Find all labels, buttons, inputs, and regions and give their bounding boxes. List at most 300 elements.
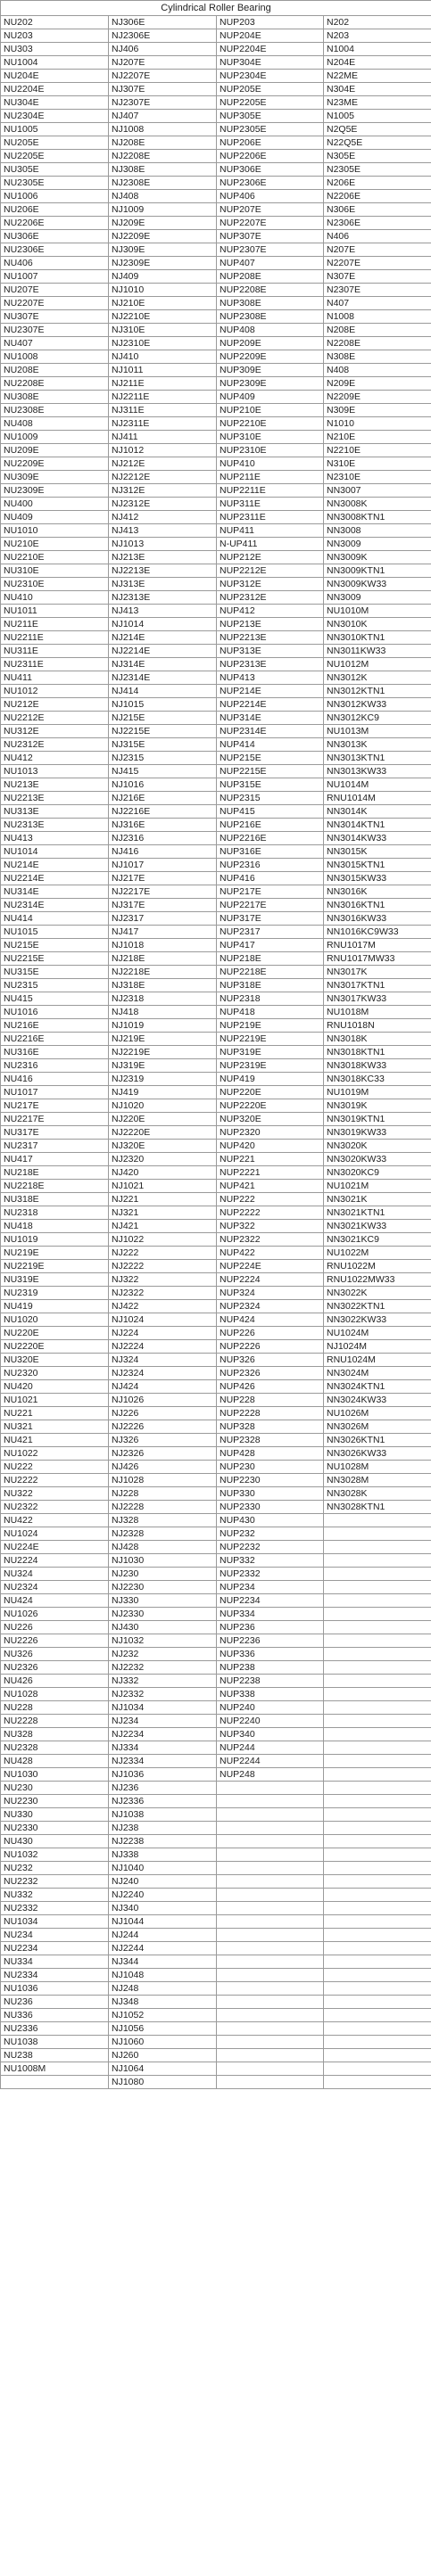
table-cell: NUP2216E xyxy=(217,832,324,845)
table-row xyxy=(1,1782,431,1795)
table-cell: NU2318 xyxy=(1,1206,109,1220)
table-cell: NUP2320 xyxy=(217,1126,324,1140)
table-cell: NUP2212E xyxy=(217,564,324,578)
table-cell: NUP222 xyxy=(217,1193,324,1206)
table-cell: NU230 xyxy=(1,1782,109,1795)
table-row xyxy=(1,364,431,377)
table-cell: N23ME xyxy=(324,96,431,110)
table-cell: NUP240 xyxy=(217,1701,324,1715)
table-cell: NUP2218E xyxy=(217,966,324,979)
table-cell: NU213E xyxy=(1,778,109,792)
table-cell: NJ2322 xyxy=(109,1287,217,1300)
table-row xyxy=(1,1942,431,1955)
table-cell: NJ1017 xyxy=(109,859,217,872)
table-cell: NU2232 xyxy=(1,1875,109,1889)
table-cell: NN3013KTN1 xyxy=(324,752,431,765)
table-cell: NJ2244 xyxy=(109,1942,217,1955)
table-cell: NJ2330 xyxy=(109,1608,217,1621)
table-row xyxy=(1,1019,431,1033)
table-cell xyxy=(324,1688,431,1701)
table-row xyxy=(1,1661,431,1675)
table-cell: NUP209E xyxy=(217,337,324,350)
table-cell: NJ224 xyxy=(109,1327,217,1340)
table-cell: NU424 xyxy=(1,1594,109,1608)
table-cell: N310E xyxy=(324,457,431,471)
table-cell: NJ217E xyxy=(109,872,217,885)
table-cell: NJ338 xyxy=(109,1848,217,1862)
table-cell: NUP2240 xyxy=(217,1715,324,1728)
table-row xyxy=(1,2076,431,2089)
table-cell: NJ218E xyxy=(109,952,217,966)
table-cell: NJ2324 xyxy=(109,1367,217,1380)
table-cell xyxy=(324,1608,431,1621)
table-cell: NJ1026 xyxy=(109,1394,217,1407)
table-cell: NJ208E xyxy=(109,136,217,150)
table-cell: NUP2219E xyxy=(217,1033,324,1046)
table-cell: NUP2213E xyxy=(217,631,324,645)
table-cell: NJ2307E xyxy=(109,96,217,110)
table-cell: NUP340 xyxy=(217,1728,324,1741)
table-cell: NU209E xyxy=(1,444,109,457)
table-cell: NN3026KTN1 xyxy=(324,1434,431,1447)
table-row xyxy=(1,257,431,270)
table-cell: N-UP411 xyxy=(217,538,324,551)
table-cell: NU314E xyxy=(1,885,109,899)
table-cell: NU1021M xyxy=(324,1180,431,1193)
table-cell: N2305E xyxy=(324,163,431,177)
table-row xyxy=(1,457,431,471)
table-cell: NU219E xyxy=(1,1247,109,1260)
table-row xyxy=(1,885,431,899)
table-cell: N203 xyxy=(324,29,431,43)
table-cell: NJ309E xyxy=(109,243,217,257)
table-cell: NN3021KW33 xyxy=(324,1220,431,1233)
table-cell: NJ2213E xyxy=(109,564,217,578)
table-cell: NU417 xyxy=(1,1153,109,1166)
table-cell: NJ2219E xyxy=(109,1046,217,1059)
table-cell: NU2330 xyxy=(1,1822,109,1835)
table-cell: NUP430 xyxy=(217,1514,324,1527)
table-row xyxy=(1,524,431,538)
table-row xyxy=(1,966,431,979)
table-row xyxy=(1,1848,431,1862)
table-cell: NU2208E xyxy=(1,377,109,391)
table-cell: NN3016KTN1 xyxy=(324,899,431,912)
table-cell: NUP315E xyxy=(217,778,324,792)
table-cell: NU304E xyxy=(1,96,109,110)
table-row xyxy=(1,1982,431,1996)
table-row xyxy=(1,1728,431,1741)
table-cell: NJ1019 xyxy=(109,1019,217,1033)
table-row xyxy=(1,1046,431,1059)
table-cell: NU1024 xyxy=(1,1527,109,1541)
table-row xyxy=(1,631,431,645)
table-row xyxy=(1,1621,431,1634)
table-cell: NJ2216E xyxy=(109,805,217,819)
table-cell: NN3012KTN1 xyxy=(324,685,431,698)
table-row xyxy=(1,1487,431,1501)
table-row xyxy=(1,1461,431,1474)
table-cell: NU406 xyxy=(1,257,109,270)
table-cell: NU411 xyxy=(1,671,109,685)
table-cell: NJ1010 xyxy=(109,284,217,297)
table-cell: NU2218E xyxy=(1,1180,109,1193)
table-cell: NU2213E xyxy=(1,792,109,805)
table-row xyxy=(1,1822,431,1835)
table-row xyxy=(1,1113,431,1126)
table-cell: NU309E xyxy=(1,471,109,484)
table-row xyxy=(1,16,431,29)
table-cell: N1005 xyxy=(324,110,431,123)
table-cell: NU226 xyxy=(1,1621,109,1634)
table-cell: NN3022KTN1 xyxy=(324,1300,431,1313)
table-cell xyxy=(324,1661,431,1675)
table-row xyxy=(1,1180,431,1193)
table-cell: NJ2208E xyxy=(109,150,217,163)
table-cell: N2208E xyxy=(324,337,431,350)
table-row xyxy=(1,484,431,498)
table-cell xyxy=(324,2036,431,2049)
table-row xyxy=(1,1862,431,1875)
table-cell: NU332 xyxy=(1,1889,109,1902)
table-row xyxy=(1,1568,431,1581)
table-row xyxy=(1,1206,431,1220)
table-cell: NJ2226 xyxy=(109,1420,217,1434)
table-cell: NN3028KTN1 xyxy=(324,1501,431,1514)
table-row xyxy=(1,337,431,350)
table-cell: NJ1013 xyxy=(109,538,217,551)
table-cell: NJ228 xyxy=(109,1487,217,1501)
table-cell: N207E xyxy=(324,243,431,257)
table-cell: NN3026M xyxy=(324,1420,431,1434)
table-cell: NU420 xyxy=(1,1380,109,1394)
table-row xyxy=(1,96,431,110)
table-cell: NN3019K xyxy=(324,1099,431,1113)
table-cell: NJ420 xyxy=(109,1166,217,1180)
table-row xyxy=(1,1394,431,1407)
table-row xyxy=(1,1273,431,1287)
table-cell: NN3009KW33 xyxy=(324,578,431,591)
table-cell: NN3018KW33 xyxy=(324,1059,431,1073)
table-cell: NUP326 xyxy=(217,1354,324,1367)
table-cell: NJ312E xyxy=(109,484,217,498)
table-cell: NJ1011 xyxy=(109,364,217,377)
table-cell: NU211E xyxy=(1,618,109,631)
table-cell: NN3020K xyxy=(324,1140,431,1153)
table-cell: NJ1034 xyxy=(109,1701,217,1715)
table-row xyxy=(1,712,431,725)
table-row xyxy=(1,1808,431,1822)
table-cell: NJ2308E xyxy=(109,177,217,190)
table-row xyxy=(1,417,431,431)
table-row xyxy=(1,1501,431,1514)
table-cell: NU2211E xyxy=(1,631,109,645)
table-cell: NN3015K xyxy=(324,845,431,859)
table-cell: NJ332 xyxy=(109,1675,217,1688)
table-cell: NU407 xyxy=(1,337,109,350)
table-cell: NJ316E xyxy=(109,819,217,832)
table-cell: N305E xyxy=(324,150,431,163)
table-cell xyxy=(217,1969,324,1982)
table-cell xyxy=(217,1862,324,1875)
table-cell: NU1032 xyxy=(1,1848,109,1862)
table-row xyxy=(1,1287,431,1300)
table-cell: NU1016 xyxy=(1,1006,109,1019)
table-cell: NU2212E xyxy=(1,712,109,725)
table-cell: NJ230 xyxy=(109,1568,217,1581)
table-cell: NUP218E xyxy=(217,952,324,966)
table-cell: NJ2212E xyxy=(109,471,217,484)
table-cell: NJ328 xyxy=(109,1514,217,1527)
table-cell xyxy=(217,2036,324,2049)
table-cell: NN3010KTN1 xyxy=(324,631,431,645)
title-row xyxy=(1,1,431,16)
table-cell: NU1009 xyxy=(1,431,109,444)
table-cell: NJ1020 xyxy=(109,1099,217,1113)
table-cell: NU2215E xyxy=(1,952,109,966)
table-cell: NU220E xyxy=(1,1327,109,1340)
table-cell: NN3013K xyxy=(324,738,431,752)
table-row xyxy=(1,618,431,631)
table-cell: NU2316 xyxy=(1,1059,109,1073)
table-cell: NJ1036 xyxy=(109,1768,217,1782)
table-cell: NU414 xyxy=(1,912,109,926)
table-row xyxy=(1,605,431,618)
table-cell: NJ2312E xyxy=(109,498,217,511)
table-cell: NU1008M xyxy=(1,2062,109,2076)
table-cell: NUP304E xyxy=(217,56,324,70)
table-cell: NJ315E xyxy=(109,738,217,752)
table-row xyxy=(1,1875,431,1889)
table-cell: NJ2318 xyxy=(109,992,217,1006)
table-cell: NU2222 xyxy=(1,1474,109,1487)
table-cell: NJ326 xyxy=(109,1434,217,1447)
table-cell: NN3016K xyxy=(324,885,431,899)
table-cell: NJ2234 xyxy=(109,1728,217,1741)
table-row xyxy=(1,377,431,391)
table-cell: NUP232 xyxy=(217,1527,324,1541)
table-cell: NJ226 xyxy=(109,1407,217,1420)
table-row xyxy=(1,123,431,136)
table-cell: NU320E xyxy=(1,1354,109,1367)
table-cell: NUP419 xyxy=(217,1073,324,1086)
table-cell: NJ2228 xyxy=(109,1501,217,1514)
table-cell: NU1024M xyxy=(324,1327,431,1340)
table-cell: NJ2210E xyxy=(109,310,217,324)
table-cell: N2210E xyxy=(324,444,431,457)
table-cell: NJ412 xyxy=(109,511,217,524)
table-cell: NU2311E xyxy=(1,658,109,671)
table-cell: NN3024KTN1 xyxy=(324,1380,431,1394)
table-cell: NUP228 xyxy=(217,1394,324,1407)
table-cell: NUP311E xyxy=(217,498,324,511)
table-cell: NJ308E xyxy=(109,163,217,177)
table-cell: NU1036 xyxy=(1,1982,109,1996)
table-cell: NN3008KTN1 xyxy=(324,511,431,524)
table-cell: NU2214E xyxy=(1,872,109,885)
table-cell: NJ209E xyxy=(109,217,217,230)
table-cell: NJ428 xyxy=(109,1541,217,1554)
table-row xyxy=(1,859,431,872)
table-row xyxy=(1,150,431,163)
table-cell: NU2234 xyxy=(1,1942,109,1955)
table-cell xyxy=(217,2076,324,2089)
table-cell: NU336 xyxy=(1,2009,109,2022)
table-cell: NUP2215E xyxy=(217,765,324,778)
table-cell: NUP2206E xyxy=(217,150,324,163)
table-row xyxy=(1,765,431,778)
table-cell xyxy=(324,1955,431,1969)
table-cell: NN3014KW33 xyxy=(324,832,431,845)
table-row xyxy=(1,350,431,364)
table-cell: N1010 xyxy=(324,417,431,431)
table-cell: NUP215E xyxy=(217,752,324,765)
table-cell: NU426 xyxy=(1,1675,109,1688)
table-cell xyxy=(324,2022,431,2036)
table-cell: NN3026KW33 xyxy=(324,1447,431,1461)
table-row xyxy=(1,1795,431,1808)
table-cell: NUP408 xyxy=(217,324,324,337)
table-row xyxy=(1,1996,431,2009)
table-cell: NJ319E xyxy=(109,1059,217,1073)
table-cell: N1004 xyxy=(324,43,431,56)
table-cell: NUP2306E xyxy=(217,177,324,190)
table-cell: NJ1021 xyxy=(109,1180,217,1193)
table-cell: NJ2310E xyxy=(109,337,217,350)
table-cell: NU2319 xyxy=(1,1287,109,1300)
table-cell: NJ410 xyxy=(109,350,217,364)
table-row xyxy=(1,2009,431,2022)
table-cell xyxy=(324,1715,431,1728)
table-row xyxy=(1,992,431,1006)
table-cell: NU202 xyxy=(1,16,109,29)
table-cell: NJ1022 xyxy=(109,1233,217,1247)
table-cell: NJ1052 xyxy=(109,2009,217,2022)
table-cell: NUP2211E xyxy=(217,484,324,498)
table-cell: NN3010K xyxy=(324,618,431,631)
table-cell: NUP2330 xyxy=(217,1501,324,1514)
table-cell: RNU1022MW33 xyxy=(324,1273,431,1287)
table-cell: NU410 xyxy=(1,591,109,605)
table-cell: NN3008K xyxy=(324,498,431,511)
table-cell: NJ324 xyxy=(109,1354,217,1367)
table-cell xyxy=(217,2009,324,2022)
table-cell: NN3012KW33 xyxy=(324,698,431,712)
table-row xyxy=(1,1247,431,1260)
table-cell: NJ416 xyxy=(109,845,217,859)
table-title: Cylindrical Roller Bearing xyxy=(1,1,431,16)
table-row xyxy=(1,645,431,658)
table-cell: NU2336 xyxy=(1,2022,109,2036)
table-cell: NJ430 xyxy=(109,1621,217,1634)
table-cell: NUP411 xyxy=(217,524,324,538)
table-row xyxy=(1,1033,431,1046)
table-cell: NUP308E xyxy=(217,297,324,310)
table-cell xyxy=(324,2009,431,2022)
table-cell: NJ213E xyxy=(109,551,217,564)
table-cell: NU1010 xyxy=(1,524,109,538)
table-cell: RNU1022M xyxy=(324,1260,431,1273)
table-cell: NUP417 xyxy=(217,939,324,952)
table-cell: NU2205E xyxy=(1,150,109,163)
table-cell: NUP226 xyxy=(217,1327,324,1340)
table-cell xyxy=(324,1969,431,1982)
table-cell: NUP2332 xyxy=(217,1568,324,1581)
table-cell: NJ244 xyxy=(109,1929,217,1942)
table-cell: NU2326 xyxy=(1,1661,109,1675)
table-cell: NJ408 xyxy=(109,190,217,203)
table-cell: NJ234 xyxy=(109,1715,217,1728)
table-row xyxy=(1,1220,431,1233)
table-cell: NU207E xyxy=(1,284,109,297)
table-cell: NU2320 xyxy=(1,1367,109,1380)
table-row xyxy=(1,872,431,885)
table-cell: NUP217E xyxy=(217,885,324,899)
table-cell: NJ2232 xyxy=(109,1661,217,1675)
table-cell: NU421 xyxy=(1,1434,109,1447)
table-cell: N307E xyxy=(324,270,431,284)
table-cell: NN3012K xyxy=(324,671,431,685)
table-cell: NU1008 xyxy=(1,350,109,364)
table-cell: NUP2207E xyxy=(217,217,324,230)
table-cell: N2Q5E xyxy=(324,123,431,136)
table-cell xyxy=(324,1808,431,1822)
table-cell: NUP316E xyxy=(217,845,324,859)
table-cell: RNU1024M xyxy=(324,1354,431,1367)
table-row xyxy=(1,1193,431,1206)
table-cell xyxy=(217,1848,324,1862)
table-cell: NUP224E xyxy=(217,1260,324,1273)
table-cell: NUP2228 xyxy=(217,1407,324,1420)
table-cell: NU1014M xyxy=(324,778,431,792)
table-cell: NJ2209E xyxy=(109,230,217,243)
table-cell: NN3020KC9 xyxy=(324,1166,431,1180)
table-cell: NUP334 xyxy=(217,1608,324,1621)
table-cell: NJ1014 xyxy=(109,618,217,631)
table-cell: NU1026M xyxy=(324,1407,431,1420)
table-cell: NUP407 xyxy=(217,257,324,270)
table-cell: NUP2236 xyxy=(217,1634,324,1648)
table-cell: NUP2324 xyxy=(217,1300,324,1313)
table-cell: N309E xyxy=(324,404,431,417)
table-cell: NU328 xyxy=(1,1728,109,1741)
table-row xyxy=(1,83,431,96)
table-cell: NJ1064 xyxy=(109,2062,217,2076)
table-cell: NN3009 xyxy=(324,591,431,605)
table-cell: NJ1008 xyxy=(109,123,217,136)
table-row xyxy=(1,1447,431,1461)
table-cell: NUP2232 xyxy=(217,1541,324,1554)
table-cell xyxy=(217,1822,324,1835)
table-cell: NJ1060 xyxy=(109,2036,217,2049)
table-cell xyxy=(217,1929,324,1942)
table-cell: NN3017KW33 xyxy=(324,992,431,1006)
table-cell: NU204E xyxy=(1,70,109,83)
table-cell: NN3016KW33 xyxy=(324,912,431,926)
table-cell: NUP2210E xyxy=(217,417,324,431)
table-cell xyxy=(324,1982,431,1996)
table-row xyxy=(1,177,431,190)
table-row xyxy=(1,2022,431,2036)
table-cell: NJ2230 xyxy=(109,1581,217,1594)
table-cell: NJ1018 xyxy=(109,939,217,952)
table-cell: NU412 xyxy=(1,752,109,765)
table-cell: NJ214E xyxy=(109,631,217,645)
table-cell: NUP424 xyxy=(217,1313,324,1327)
table-cell: NUP230 xyxy=(217,1461,324,1474)
table-cell: NUP2221 xyxy=(217,1166,324,1180)
table-cell: NUP2304E xyxy=(217,70,324,83)
